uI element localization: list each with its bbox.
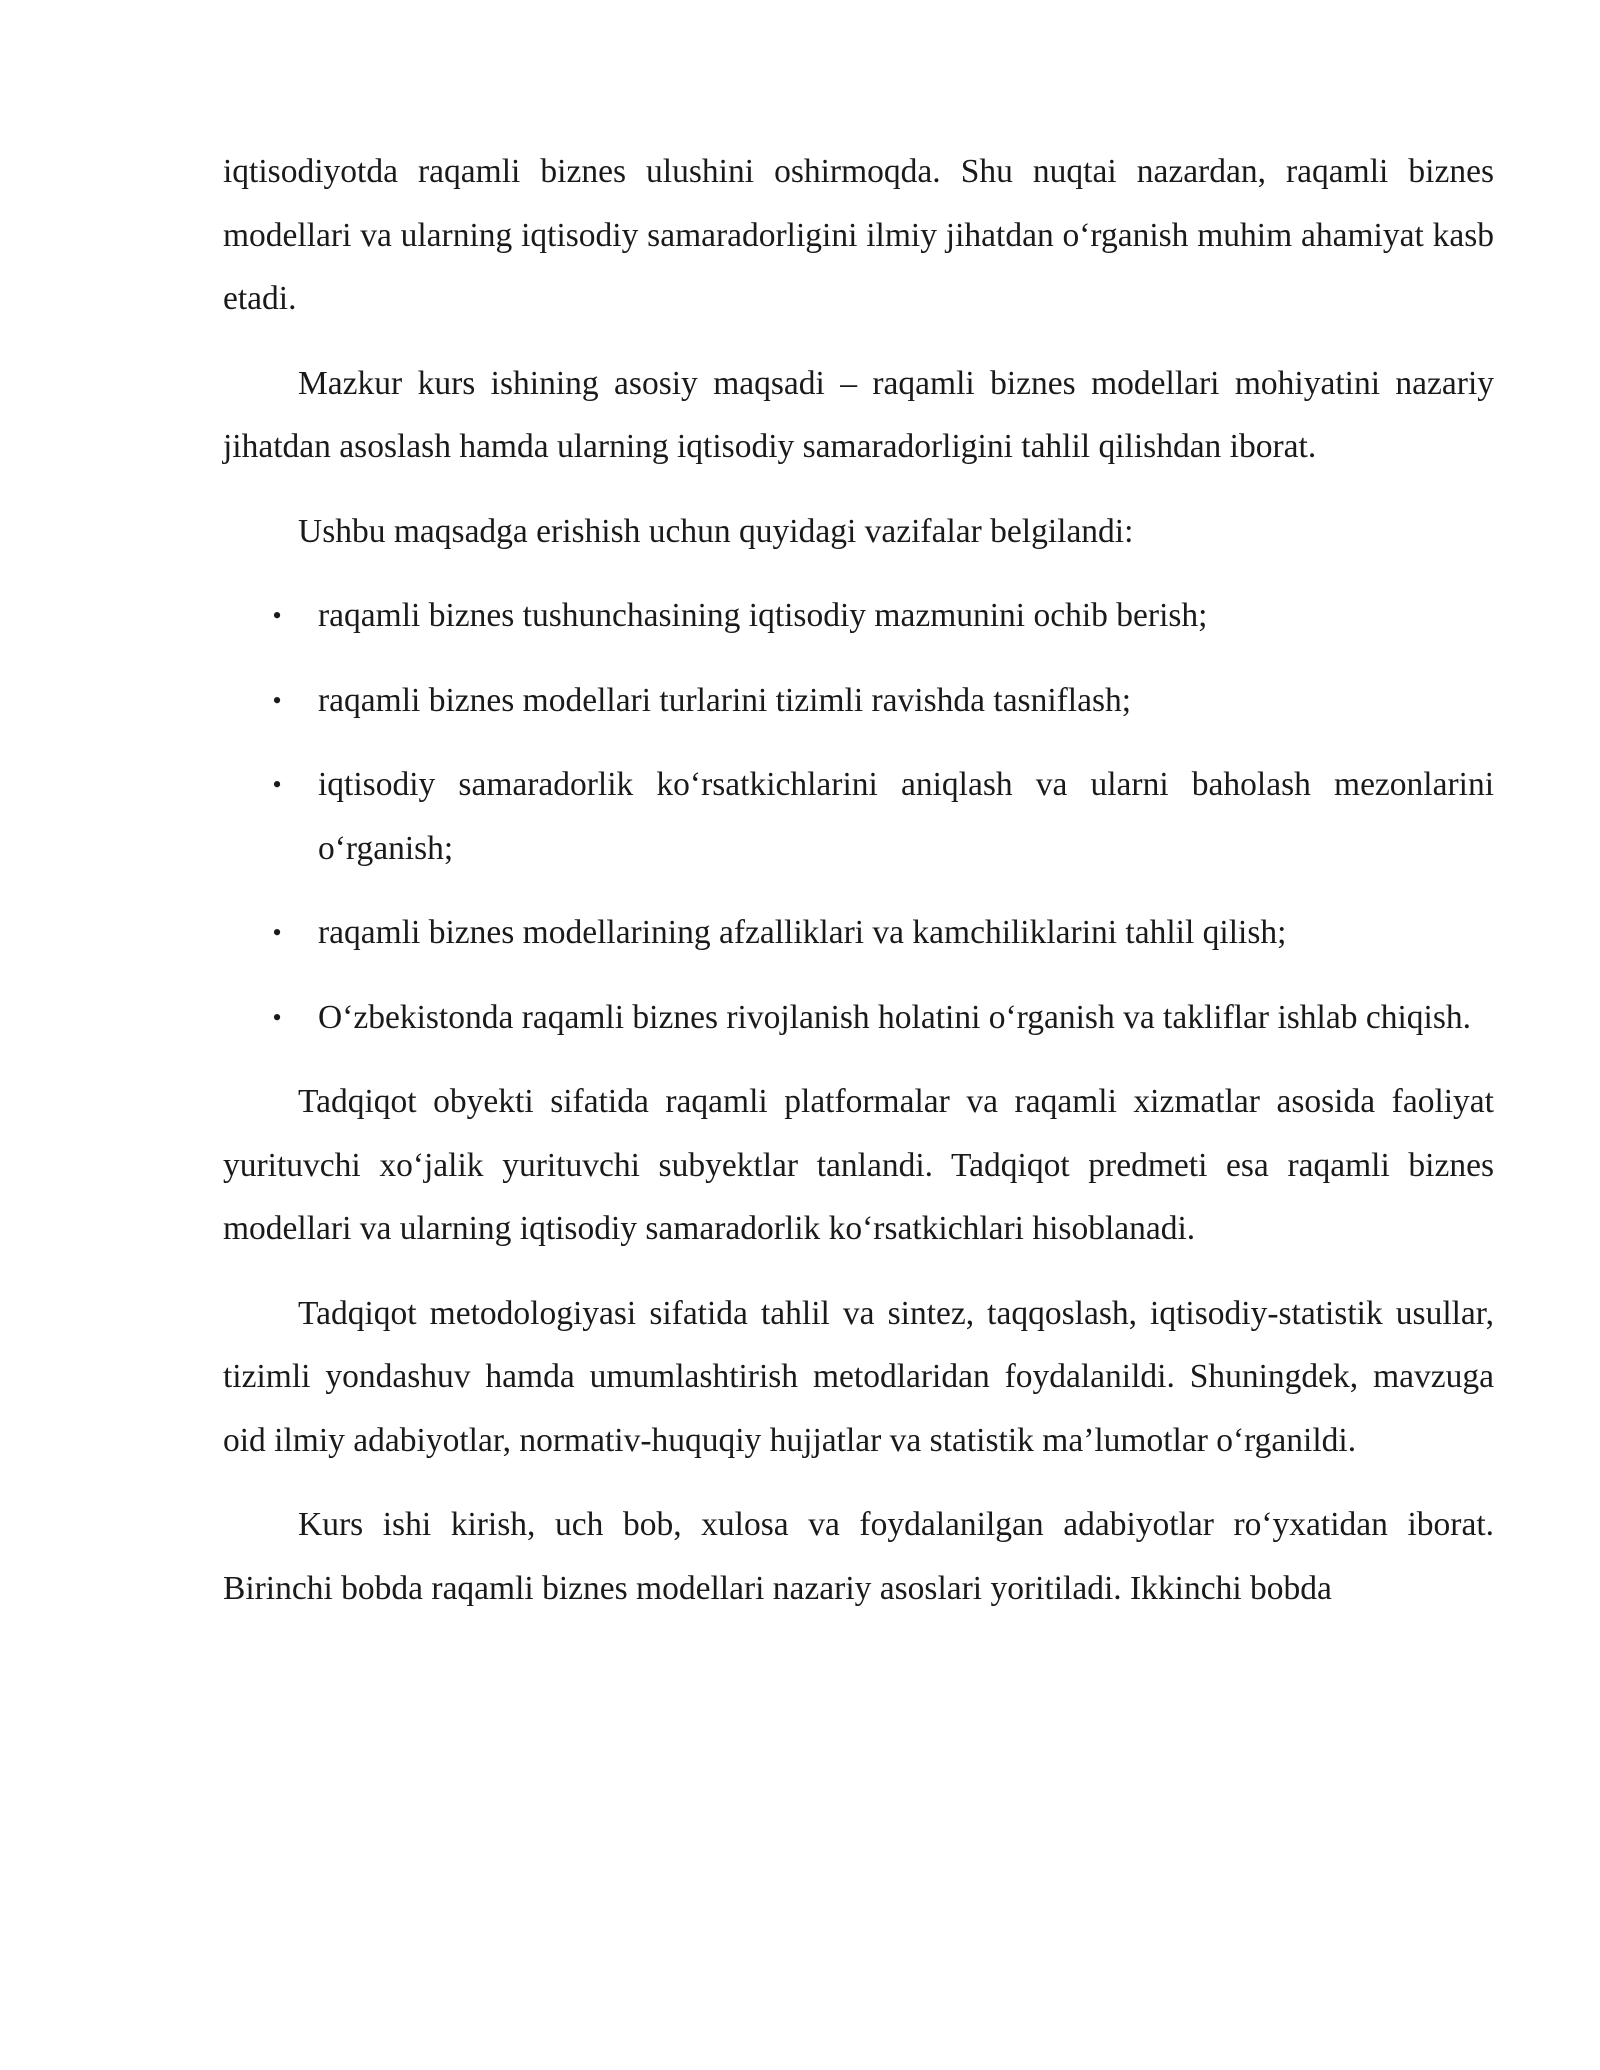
list-item (223, 986, 1494, 1050)
paragraph-structure: Kurs ishi kirish, uch bob, xulosa va foydalanilgan adabiyotlar ro‘yxatidan iborat. Birinchi bobda raqamli biznes modellari nazariy asoslari yoritiladi. Ikkinchi bobda (223, 1506, 1494, 1607)
list-item-text: O‘zbekistonda raqamli biznes rivojlanish holatini o‘rganish va takliflar ishlab chiqish. (318, 998, 1472, 1036)
bullet-icon: • (272, 601, 282, 630)
list-item (223, 753, 1494, 880)
list-item-text: raqamli biznes modellari turlarini tizimli ravishda tasniflash; (318, 681, 1132, 719)
paragraph-intro-continuation: iqtisodiyotda raqamli biznes ulushini oshirmoqda. Shu nuqtai nazardan, raqamli biznes modellari va ularning iqtisodiy samaradorligini ilmiy jihatdan o‘rganish muhim ahamiyat kasb etadi. (223, 153, 1494, 317)
list-item-text: raqamli biznes modellarining afzalliklari va kamchiliklarini tahlil qilish; (318, 914, 1287, 951)
bullet-icon: • (272, 685, 282, 715)
paragraph-object-subject: Tadqiqot obyekti sifatida raqamli platformalar va raqamli xizmatlar asosida faoliyat yurituvchi xo‘jalik yurituvchi subyektlar tanlandi. Tadqiqot predmeti esa raqamli biznes modellari va ularning iqtisodiy samaradorlik ko‘rsatkichlari hisoblanadi. (223, 1083, 1494, 1247)
paragraph-tasks-intro: Ushbu maqsadga erishish uchun quyidagi vazifalar belgilandi: (298, 512, 1134, 550)
paragraph-methodology: Tadqiqot metodologiyasi sifatida tahlil va sintez, taqqoslash, iqtisodiy-statistik usullar, tizimli yondashuv hamda umumlashtirish metodlaridan foydalanildi. Shuningdek, mavzuga oid ilmiy adabiyotlar, normativ-huquqiy hujjatlar va statistik ma’lumotlar o‘rganildi. (223, 1294, 1494, 1459)
bullet-icon: • (272, 918, 282, 947)
list-item (223, 901, 1494, 965)
list-item (223, 584, 1494, 648)
bullet-icon: • (272, 770, 282, 799)
bullet-icon: • (272, 1002, 282, 1032)
paragraph-aim: Mazkur kurs ishining asosiy maqsadi – raqamli biznes modellari mohiyatini nazariy jihatdan asoslash hamda ularning iqtisodiy samaradorligini tahlil qilishdan iborat. (223, 364, 1494, 465)
document-body (223, 140, 1494, 1641)
list-item-text: iqtisodiy samaradorlik ko‘rsatkichlarini aniqlash va ularni baholash mezonlarini o‘rganish; (318, 766, 1494, 867)
list-item (223, 669, 1494, 733)
list-item-text: raqamli biznes tushunchasining iqtisodiy mazmunini ochib berish; (318, 597, 1208, 634)
task-list (223, 584, 1494, 1049)
